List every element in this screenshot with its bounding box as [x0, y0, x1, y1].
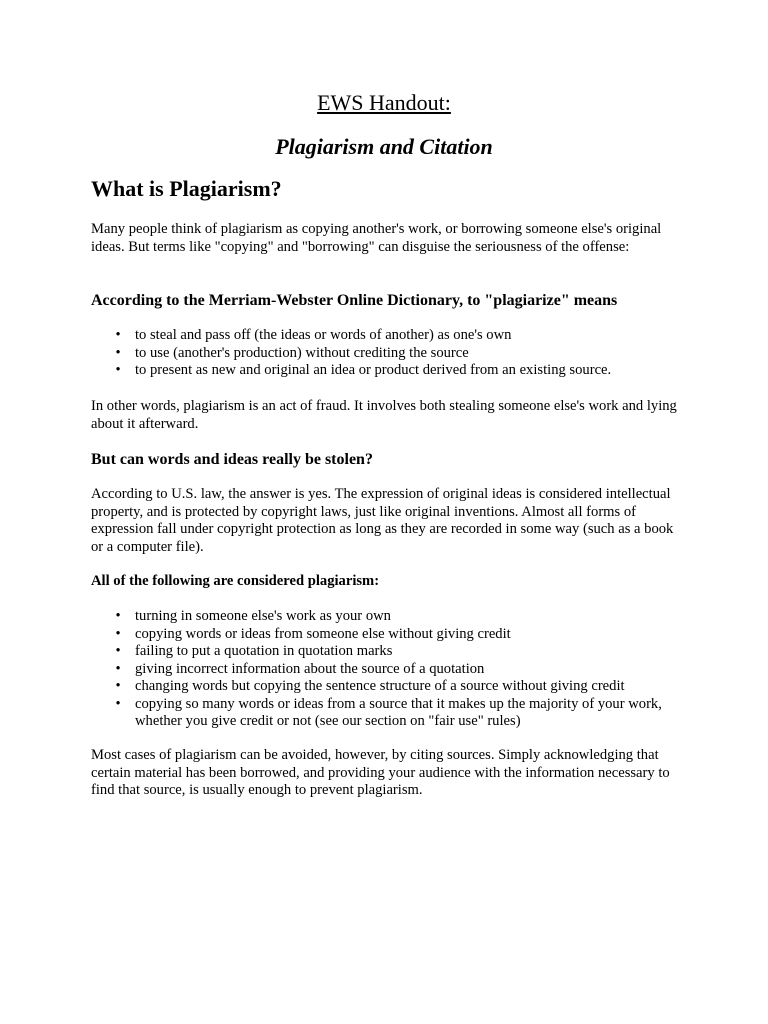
plagiarism-list	[91, 608, 681, 731]
list-item: • to present as new and original an idea or product derived from an existing source.	[91, 362, 681, 380]
summary-paragraph: In other words, plagiarism is an act of fraud. It involves both stealing someone else's work and lying about it afterward.	[91, 398, 677, 432]
bullet-icon: •	[115, 678, 121, 694]
bullet-icon: •	[115, 643, 121, 659]
bullet-icon: •	[115, 695, 121, 712]
document-subtitle: Plagiarism and Citation	[275, 134, 493, 159]
document-title: EWS Handout:	[317, 90, 451, 115]
bullet-icon: •	[115, 327, 121, 343]
plagiarism-list-heading: All of the following are considered plagiarism:	[91, 573, 380, 589]
section-heading-what-is-plagiarism: What is Plagiarism?	[91, 176, 282, 201]
copyright-paragraph: According to U.S. law, the answer is yes. The expression of original ideas is considered intellectual property, and is protected by copyright laws, just like original inventions. Almost all forms of expression fall under copyright protection as long as they are recorded in some way (such as a book or a computer file).	[91, 486, 674, 555]
list-item: • copying so many words or ideas from a source that it makes up the majority of your work, whether you give credit or not (see our section on "fair use" rules)	[91, 696, 681, 731]
section-heading-stolen: But can words and ideas really be stolen?	[91, 451, 373, 468]
list-item: • giving incorrect information about the source of a quotation	[91, 661, 681, 679]
list-item: • to use (another's production) without crediting the source	[91, 345, 681, 363]
bullet-icon: •	[115, 660, 121, 677]
bullet-icon: •	[115, 344, 121, 361]
list-item: • to steal and pass off (the ideas or words of another) as one's own	[91, 327, 681, 345]
list-item: • copying words or ideas from someone else without giving credit	[91, 626, 681, 644]
conclusion-paragraph: Most cases of plagiarism can be avoided, however, by citing sources. Simply acknowledging that certain material has been borrowed, and providing your audience with the information necessary to find that source, is usually enough to prevent plagiarism.	[91, 747, 670, 798]
bullet-icon: •	[115, 608, 121, 624]
list-item: • changing words but copying the sentence structure of a source without giving credit	[91, 678, 681, 696]
list-item: • turning in someone else's work as your own	[91, 608, 681, 626]
list-item: • failing to put a quotation in quotation marks	[91, 643, 681, 661]
bullet-icon: •	[115, 625, 121, 642]
bullet-icon: •	[115, 362, 121, 378]
definition-heading: According to the Merriam-Webster Online Dictionary, to "plagiarize" means	[91, 292, 618, 309]
intro-paragraph: Many people think of plagiarism as copying another's work, or borrowing someone else's original ideas. But terms like "copying" and "borrowing" can disguise the seriousness of the offense:	[91, 221, 662, 255]
definition-list	[91, 327, 681, 380]
